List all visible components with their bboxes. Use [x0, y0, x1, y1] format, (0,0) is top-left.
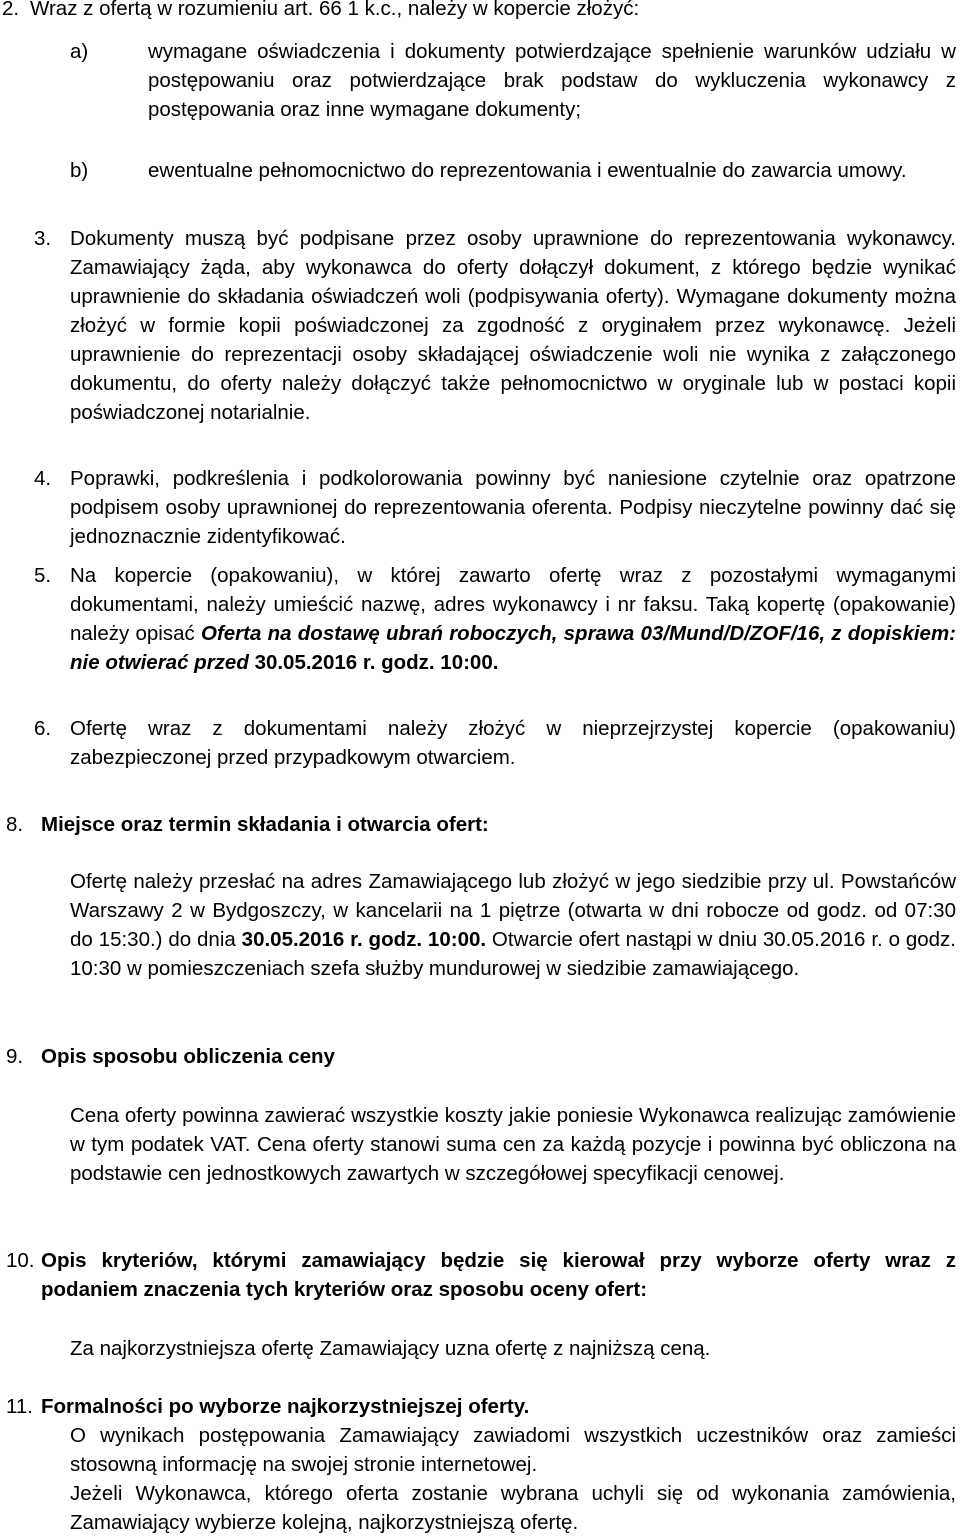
item-6 [34, 714, 956, 772]
section-11-body-2: Jeżeli Wykonawca, którego oferta zostanie wybrana uchyli się od wykonania zamówienia, Zamawiający wybierze kolejną, najkorzystniejszą ofertę. [70, 1482, 956, 1534]
item-5-text-bold: 30.05.2016 r. godz. 10:00. [254, 651, 499, 674]
item-3-text: Dokumenty muszą być podpisane przez osoby uprawnione do reprezentowania wykonawcy. Zamawiający żąda, aby wykonawca do oferty dołączył dokument, z którego będzie wynikać uprawnienie do składania oświadczeń woli (podpisywania oferty). Wymagane dokumenty można złożyć w formie kopii poświadczonej za zgodność z oryginałem przez wykonawcę. Jeżeli uprawnienie do reprezentacji osoby składającej oświadczenie woli nie wynika z załączonego dokumentu, do oferty należy dołączyć także pełnomocnictwo w oryginale lub w postaci kopii poświadczonej notarialnie. [70, 227, 956, 424]
section-11-number: 11. [6, 1395, 33, 1418]
item-3-number: 3. [34, 227, 52, 250]
item-5-number: 5. [34, 564, 52, 587]
item-5 [34, 561, 956, 677]
section-9-heading: Opis sposobu obliczenia ceny [41, 1045, 335, 1068]
item-5-text [70, 561, 956, 677]
item-4-number: 4. [34, 467, 52, 490]
item-2b [70, 156, 956, 185]
item-6-text: Ofertę wraz z dokumentami należy złożyć w nieprzejrzystej kopercie (opakowaniu) zabezpieczonej przed przypadkowym otwarciem. [70, 717, 956, 769]
item-2a-label: a) [70, 40, 89, 63]
item-3 [34, 224, 956, 427]
section-11-body-1: O wynikach postępowania Zamawiający zawiadomi wszystkich uczestników oraz zamieści stosowną informację na swojej stronie internetowej. [70, 1424, 956, 1476]
section-8-body [70, 867, 956, 983]
section-9-body: Cena oferty powinna zawierać wszystkie koszty jakie poniesie Wykonawca realizując zamówienie w tym podatek VAT. Cena oferty stanowi suma cen za każdą pozycje i powinna być obliczona na podstawie cen jednostkowych zawartych w szczegółowej specyfikacji cenowej. [70, 1104, 956, 1185]
section-8-header [6, 810, 956, 839]
item-2-text: Wraz z ofertą w rozumieniu art. 66 1 k.c., należy w kopercie złożyć: [30, 0, 640, 20]
section-9-number: 9. [6, 1045, 24, 1068]
item-5-text-bold-italic: Oferta na dostawę ubrań roboczych, sprawa 03/Mund/D/ZOF/16, z dopiskiem: nie otwierać przed [70, 622, 956, 674]
section-10-heading: Opis kryteriów, którymi zamawiający będzie się kierował przy wyborze oferty wraz z podaniem znaczenia tych kryteriów oraz sposobu oceny ofert: [41, 1249, 956, 1301]
section-8-heading: Miejsce oraz termin składania i otwarcia ofert: [41, 813, 489, 836]
item-2 [2, 0, 960, 23]
section-10-number: 10. [6, 1249, 35, 1272]
item-4-text: Poprawki, podkreślenia i podkolorowania powinny być naniesione czytelnie oraz opatrzone podpisem osoby uprawnionej do reprezentowania oferenta. Podpisy nieczytelne powinny dać się jednoznacznie zidentyfikować. [70, 467, 956, 548]
item-2-number: 2. [2, 0, 20, 20]
section-10-body: Za najkorzystniejsza ofertę Zamawiający uzna ofertę z najniższą ceną. [70, 1337, 711, 1360]
section-8-text-2: Otwarcie ofert nastąpi w dniu 30.05.2016 r. o godz. 10:30 w pomieszczeniach szefa służby mundurowej w siedzibie zamawiającego. [70, 928, 956, 980]
section-9-header [6, 1042, 956, 1071]
section-8-number: 8. [6, 813, 24, 836]
item-4 [34, 464, 956, 551]
item-2a [70, 37, 956, 124]
section-8-text-bold: 30.05.2016 r. godz. 10:00. [241, 928, 487, 951]
item-6-number: 6. [34, 717, 52, 740]
section-8-text-1: Ofertę należy przesłać na adres Zamawiającego lub złożyć w jego siedzibie przy ul. Powstańców Warszawy 2 w Bydgoszczy, w kancelarii na 1 piętrze (otwarta w dni robocze od godz. od 07:30 do 15:30.) do dnia [70, 870, 956, 951]
section-11-heading: Formalności po wyborze najkorzystniejszej oferty. [41, 1395, 530, 1418]
item-2b-label: b) [70, 159, 89, 182]
section-11-header [6, 1392, 956, 1421]
item-5-text-plain: Na kopercie (opakowaniu), w której zawarto ofertę wraz z pozostałymi wymaganymi dokumentami, należy umieścić nazwę, adres wykonawcy i nr faksu. Taką kopertę (opakowanie) należy opisać [70, 564, 956, 645]
item-2b-text: ewentualne pełnomocnictwo do reprezentowania i ewentualnie do zawarcia umowy. [148, 159, 907, 182]
item-2a-text: wymagane oświadczenia i dokumenty potwierdzające spełnienie warunków udziału w postępowaniu oraz potwierdzające brak podstaw do wykluczenia wykonawcy z postępowania oraz inne wymagane dokumenty; [148, 40, 956, 121]
section-10-header [6, 1246, 956, 1304]
